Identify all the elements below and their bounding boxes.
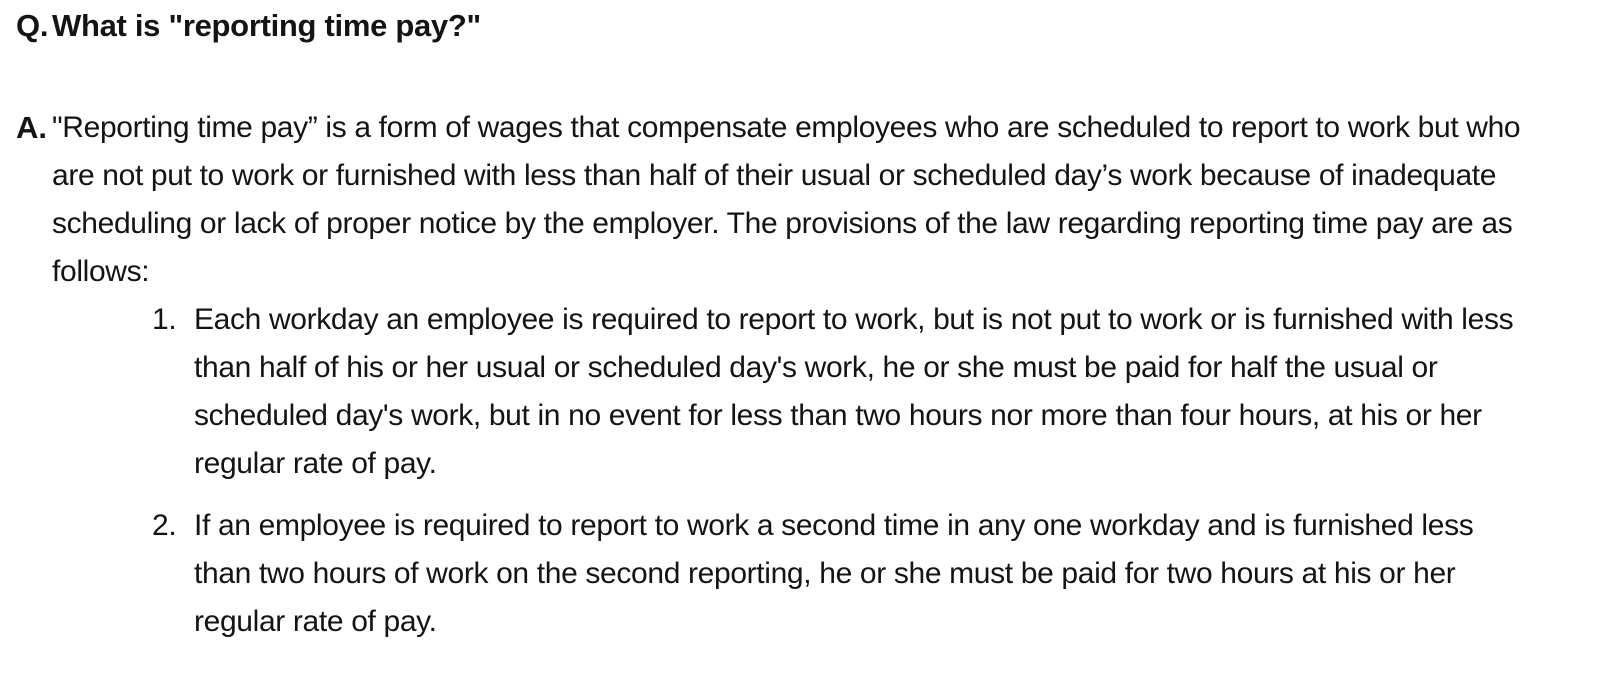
list-item-text: If an employee is required to report to work a second time in any one workday and is furnished less than two hours of work on the second reporting, he or she must be paid for two hours at his or her regular rate of pay. (194, 509, 1474, 638)
list-item-number: 1. (152, 303, 177, 336)
list-item-number: 2. (152, 509, 177, 542)
answer (16, 104, 1596, 660)
answer-list (152, 296, 1522, 646)
question (16, 4, 481, 48)
answer-prefix: A. (16, 110, 47, 145)
list-item (152, 502, 1522, 646)
question-text: What is "reporting time pay?" (52, 8, 481, 43)
answer-text: "Reporting time pay” is a form of wages that compensate employees who are scheduled to report to work but who are not put to work or furnished with less than half of their usual or scheduled day’s work because of inadequate scheduling or lack of proper notice by the employer. The provisions of the law regarding reporting time pay are as follows: (52, 111, 1521, 288)
list-item-text: Each workday an employee is required to report to work, but is not put to work or is furnished with less than half of his or her usual or scheduled day's work, he or she must be paid for half the usual or scheduled day's work, but in no event for less than two hours nor more than four hours, at his or her regular rate of pay. (194, 303, 1514, 480)
question-prefix: Q. (16, 8, 49, 43)
list-item (152, 296, 1522, 488)
